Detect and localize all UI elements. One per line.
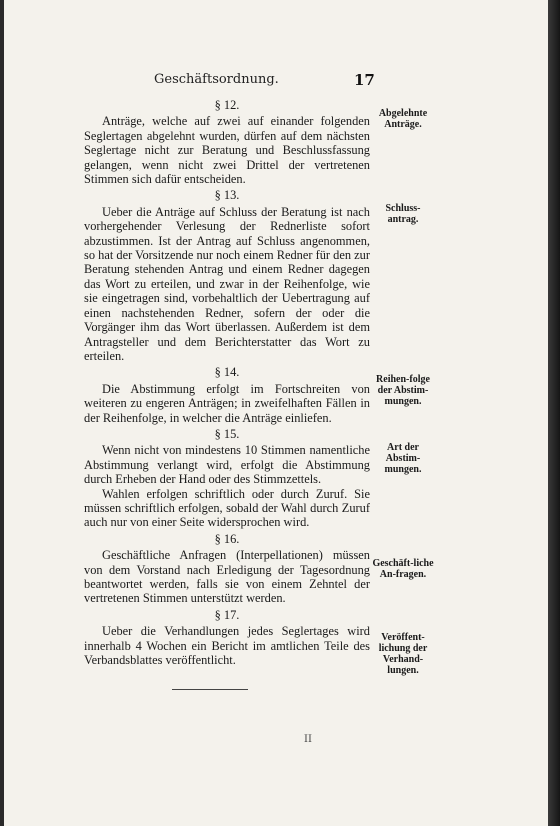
- section-15: [84, 427, 370, 530]
- section-heading: § 16.: [214, 531, 240, 546]
- paragraph: Ueber die Anträge auf Schluss der Beratung ist nach vorhergehender Verlesung der Rednerliste sofort abzustimmen. Ist der Antrag auf Schluss angenommen, so hat der Vorsitzende nur noch einem Redner für den zur Beratung stehenden Antrag und einem Redner dagegen das Wort zu erteilen, und zwar in der Reihenfolge, wie sie eingetragen sind, vorbehaltlich der Uebertragung auf einen nachstehenden Redner, sofern der oder die Vorgänger ihm das Wort überlassen. Außerdem ist dem Antragsteller und dem Berichterstatter das Wort zu erteilen.: [84, 204, 370, 363]
- margin-note-abgelehnte-antraege: Abgelehnte Anträge.: [378, 108, 428, 130]
- page-edge-shadow: [548, 0, 560, 826]
- section-heading: § 13.: [214, 188, 240, 203]
- running-title: Geschäftsordnung.: [154, 72, 279, 87]
- margin-note-geschaeftliche-anfragen: Geschäft-liche An-fragen.: [372, 558, 434, 580]
- paragraph: Wahlen erfolgen schriftlich oder durch Zuruf. Sie müssen schriftlich erfolgen, sobald der Wahl durch Zuruf auch nur von einer Seite widersprochen wird.: [84, 486, 370, 530]
- paragraph: Anträge, welche auf zwei auf einander folgenden Seglertagen abgelehnt wurden, dürfen auf dem nächsten Seglertage nicht zur Beratung und Beschlussfassung gelangen, wenn nicht zwei Drittel der vertretenen Stimmen sich dafür entscheiden.: [84, 114, 370, 187]
- section-12: [84, 98, 370, 186]
- page-number: 17: [354, 71, 375, 89]
- section-17: [84, 608, 370, 668]
- section-16: [84, 532, 370, 606]
- section-heading: § 14.: [214, 365, 240, 380]
- margin-note-veroeffentlichung: Veröffent-lichung der Verhand-lungen.: [378, 632, 428, 676]
- section-heading: § 17.: [214, 607, 240, 622]
- paragraph: Geschäftliche Anfragen (Interpellationen) müssen von dem Vorstand nach Erledigung der Tagesordnung beantwortet werden, falls sie von einem Zehntel der vertretenen Stimmen unterstützt werden.: [84, 548, 370, 606]
- book-page: [4, 0, 550, 826]
- section-heading: § 15.: [214, 426, 240, 441]
- section-14: [84, 365, 370, 425]
- paragraph: Ueber die Verhandlungen jedes Seglertages wird innerhalb 4 Wochen ein Bericht im amtlichen Teile des Verbandsblattes veröffentlicht.: [84, 624, 370, 668]
- main-text: [84, 96, 370, 667]
- section-heading: § 12.: [214, 98, 240, 112]
- paragraph: Wenn nicht von mindestens 10 Stimmen namentliche Abstimmung verlangt wird, erfolgt die Abstimmung durch Erheben der Hand oder des Stimmzettels.: [84, 443, 370, 487]
- section-13: [84, 188, 370, 363]
- printer-signature: II: [304, 734, 312, 745]
- margin-note-schlussantrag: Schluss-antrag.: [385, 203, 421, 225]
- margin-note-reihenfolge: Reihen-folge der Abstim-mungen.: [376, 374, 430, 407]
- paragraph: Die Abstimmung erfolgt im Fortschreiten von weiteren zu engeren Anträgen; in zweifelhaften Fällen in der Reihenfolge, in welcher die Anträge einliefen.: [84, 381, 370, 425]
- page-header: [4, 72, 550, 90]
- margin-note-art-der-abstimmungen: Art der Abstim-mungen.: [384, 442, 422, 475]
- closing-rule: [172, 689, 248, 690]
